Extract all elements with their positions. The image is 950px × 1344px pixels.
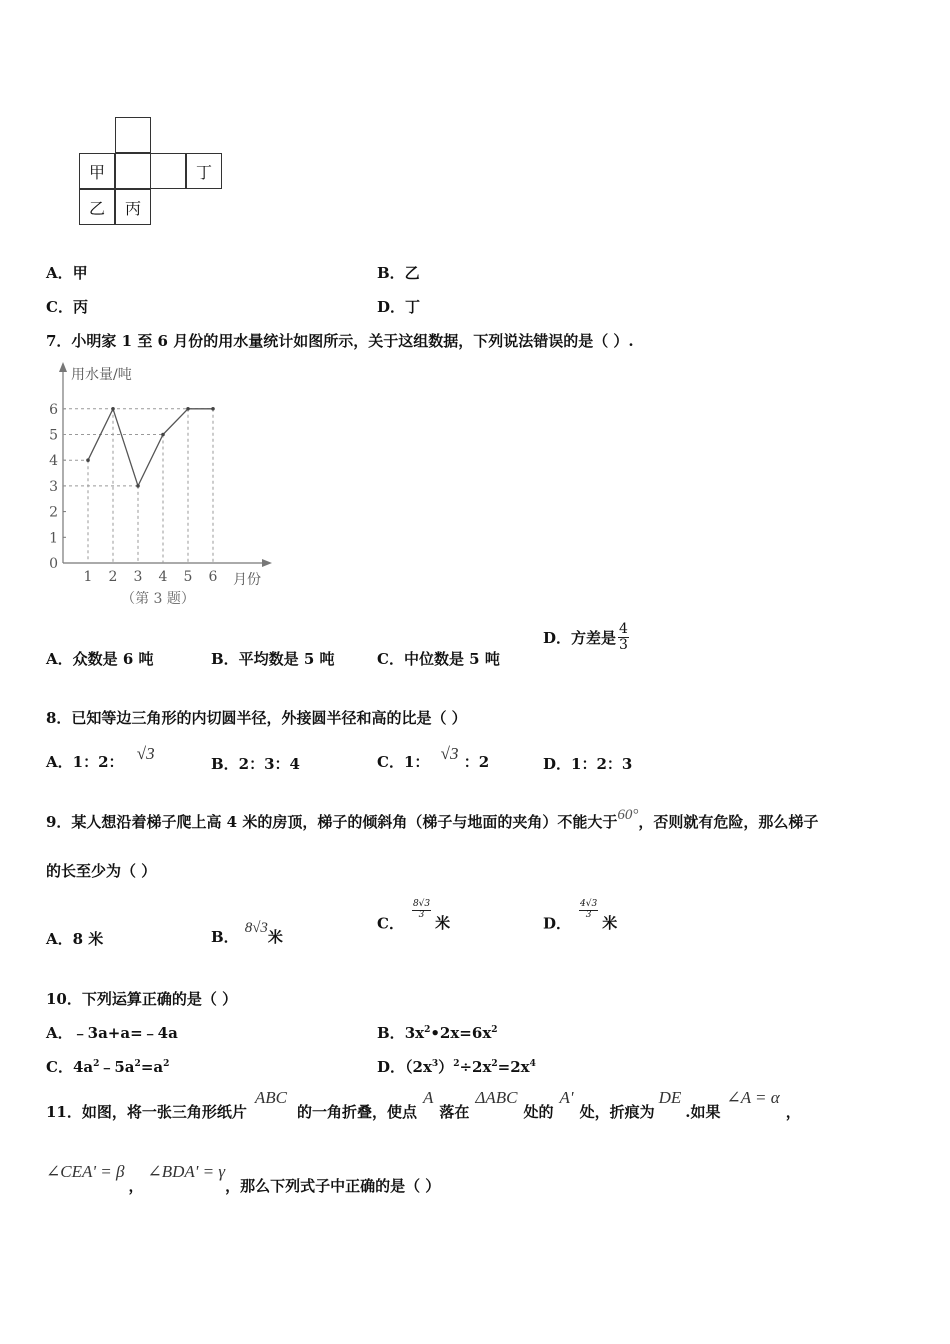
net-cell-blank (150, 153, 186, 189)
q9-option-a[interactable]: A．8 米 (46, 930, 104, 948)
x-tick-label: 1 (83, 569, 93, 585)
chart-caption: （第 3 题） (121, 591, 195, 607)
net-cell-yi: 乙 (79, 189, 115, 225)
q8-option-b[interactable]: B．2：3：4 (211, 755, 300, 773)
y-tick-label: 6 (49, 401, 58, 418)
q8-option-a[interactable]: A．1：2： √3 (46, 744, 155, 771)
q8-option-c[interactable]: C．1： √3 ：2 (377, 744, 490, 771)
q6-option-c[interactable]: C．丙 (46, 298, 88, 316)
q10-option-c[interactable]: C．$4a^2﹣5a^2=a^2$ (46, 1058, 170, 1076)
q9-stem-line2: 的长至少为（ ） (46, 862, 157, 880)
q10-option-a[interactable]: A．﹣3a+a=﹣4a (46, 1024, 178, 1042)
y-tick-label: 2 (49, 504, 58, 521)
q11-angle-a: ∠A = α (726, 1088, 780, 1107)
q7-option-b[interactable]: B．平均数是 5 吨 (211, 650, 335, 668)
q8-stem: 8．已知等边三角形的内切圆半径，外接圆半径和高的比是（ ） (46, 709, 467, 727)
net-cell-bing: 丙 (115, 189, 151, 225)
x-axis-label: 月份 (233, 572, 261, 588)
x-tick-label: 3 (133, 569, 143, 585)
q11-stem-line2: ∠CEA' = β，∠BDA' = γ，那么下列式子中正确的是（ ） (46, 1162, 441, 1195)
q9-angle: 60° (617, 807, 639, 823)
q11-point-a: A (423, 1088, 434, 1107)
q6-option-b[interactable]: B．乙 (377, 264, 420, 282)
water-usage-chart (40, 360, 280, 610)
data-point (136, 484, 140, 488)
q7-option-d[interactable] (543, 622, 629, 654)
q11-abc: ABC (254, 1088, 287, 1107)
q11-stem-line1: 11．如图，将一张三角形纸片ABC的一角折叠，使点A落在ΔABC处的A'处，折痕为DE.如果∠A = α， (46, 1088, 801, 1121)
q9-stem-line1: 9．某人想沿着梯子爬上高 4 米的房顶，梯子的倾斜角（梯子与地面的夹角）不能大于60°，否则就有危险，那么梯子 (46, 807, 819, 831)
q10-option-d[interactable]: D．$(2x^3)^2\div 2x^2=2x^4$ (377, 1058, 536, 1076)
q9-option-d-fraction: $\frac{4√3}{3}$ (580, 899, 598, 920)
y-tick-label: 0 (49, 556, 58, 572)
y-tick-label: 5 (49, 427, 58, 444)
q7-option-c[interactable]: C．中位数是 5 吨 (377, 650, 500, 668)
x-tick-label: 5 (183, 569, 193, 585)
q8-sqrt3-a: √3 (136, 744, 155, 763)
q11-triangle-abc: ΔABC (475, 1088, 518, 1107)
q9-option-b[interactable]: B． 8√3米 (211, 920, 283, 946)
x-tick-label: 6 (208, 569, 218, 585)
q8-sqrt3-c: √3 (440, 744, 459, 763)
q9-option-d[interactable]: D． $\frac{4√3}{3}$ 米 (543, 899, 618, 933)
chart-labels (49, 366, 261, 607)
data-point (111, 407, 115, 411)
q6-option-d[interactable]: D．丁 (377, 298, 421, 316)
series-line (88, 409, 213, 486)
data-point (161, 433, 165, 437)
x-tick-label: 2 (108, 569, 118, 585)
q11-point-a-prime: A' (559, 1088, 574, 1107)
chart-axes (59, 362, 272, 567)
q7-stem: 7．小明家 1 至 6 月份的用水量统计如图所示，关于这组数据，下列说法错误的是（ ）. (46, 332, 634, 350)
y-tick-label: 1 (49, 530, 58, 547)
net-cell-ding: 丁 (186, 153, 222, 189)
y-tick-label: 3 (49, 478, 58, 495)
y-axis-arrow (59, 362, 67, 372)
q11-angle-bda: ∠BDA' = γ (147, 1162, 226, 1181)
q10-option-b[interactable]: B．$3x^2•2x=6x^2$ (377, 1024, 498, 1042)
data-point (186, 407, 190, 411)
q11-de: DE (658, 1088, 682, 1107)
q9-option-c-fraction: $\frac{8√3}{3}$ (412, 899, 431, 920)
q8-option-d[interactable]: D．1：2：3 (543, 755, 633, 773)
q9-option-c[interactable]: C． $\frac{8√3}{3}$ 米 (377, 899, 451, 933)
q7-option-d-label: D．方差是 (543, 629, 617, 648)
q11-angle-cea: ∠CEA' = β (46, 1162, 125, 1181)
net-cell-jia: 甲 (79, 153, 115, 189)
x-tick-label: 4 (158, 569, 168, 585)
chart-series (86, 407, 215, 488)
y-tick-label: 4 (49, 453, 58, 470)
data-point (86, 458, 90, 462)
q9-option-b-value: 8√3 (244, 920, 268, 936)
net-cell-center (115, 153, 151, 189)
net-cell-top (115, 117, 151, 153)
q7-option-a[interactable]: A．众数是 6 吨 (46, 650, 154, 668)
y-axis-label: 用水量/吨 (71, 367, 132, 383)
x-axis-arrow (262, 559, 272, 567)
q6-option-a[interactable]: A．甲 (46, 264, 88, 282)
q10-stem: 10．下列运算正确的是（ ） (46, 990, 238, 1008)
data-point (211, 407, 215, 411)
q7-variance-fraction: $\frac{4}{3}$ (619, 621, 628, 654)
